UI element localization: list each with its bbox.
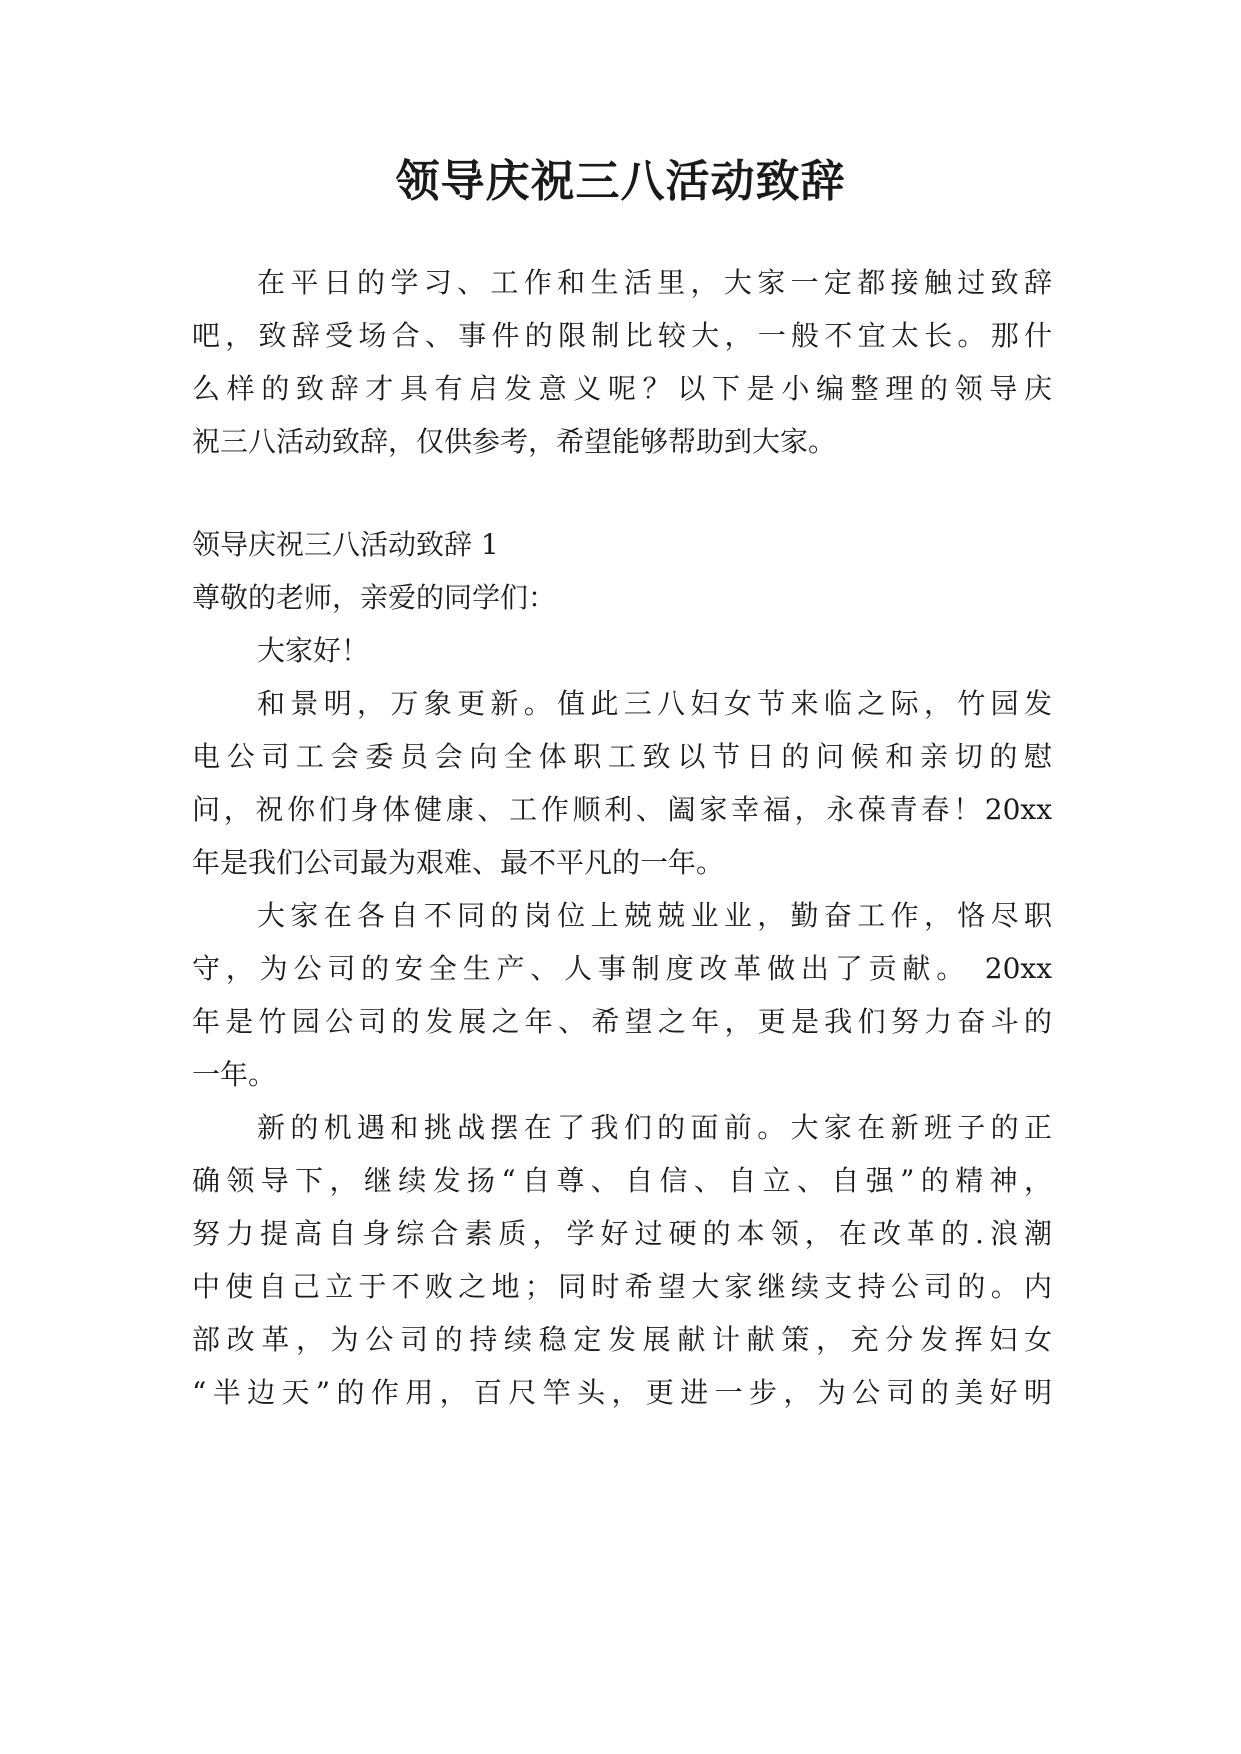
paragraph-line: 努力提高自身综合素质，学好过硬的本领，在改革的.浪潮 <box>192 1217 1052 1250</box>
paragraph-line: 电公司工会委员会向全体职工致以节日的问候和亲切的慰 <box>192 740 1052 773</box>
intro-line: 祝三八活动致辞，仅供参考，希望能够帮助到大家。 <box>192 425 837 458</box>
paragraph-line: 新的机遇和挑战摆在了我们的面前。大家在新班子的正 <box>257 1111 1052 1144</box>
paragraph-line: 确领导下，继续发扬“自尊、自信、自立、自强”的精神， <box>192 1164 1052 1197</box>
intro-line: 吧，致辞受场合、事件的限制比较大，一般不宜太长。那什 <box>192 319 1052 352</box>
paragraph-line: 守，为公司的安全生产、人事制度改革做出了贡献。 20xx <box>192 952 1052 985</box>
greeting: 大家好！ <box>257 634 370 667</box>
document-title: 领导庆祝三八活动致辞 <box>395 156 846 207</box>
intro-line: 么样的致辞才具有启发意义呢？以下是小编整理的领导庆 <box>192 372 1052 405</box>
section-heading: 领导庆祝三八活动致辞 1 <box>192 528 499 561</box>
paragraph-line: 大家在各自不同的岗位上兢兢业业，勤奋工作，恪尽职 <box>257 899 1052 932</box>
paragraph-line: 和景明，万象更新。值此三八妇女节来临之际，竹园发 <box>257 687 1052 720</box>
paragraph-line: “半边天”的作用，百尺竿头，更进一步，为公司的美好明 <box>192 1376 1052 1409</box>
paragraph-line: 部改革，为公司的持续稳定发展献计献策，充分发挥妇女 <box>192 1323 1052 1356</box>
paragraph-line: 年是竹园公司的发展之年、希望之年，更是我们努力奋斗的 <box>192 1005 1052 1038</box>
salutation: 尊敬的老师，亲爱的同学们： <box>192 581 557 614</box>
paragraph-line: 问，祝你们身体健康、工作顺利、阖家幸福，永葆青春！20xx <box>192 793 1052 826</box>
paragraph-line: 一年。 <box>192 1058 277 1091</box>
intro-line: 在平日的学习、工作和生活里，大家一定都接触过致辞 <box>257 266 1052 299</box>
paragraph-line: 中使自己立于不败之地；同时希望大家继续支持公司的。内 <box>192 1270 1052 1303</box>
paragraph-line: 年是我们公司最为艰难、最不平凡的一年。 <box>192 846 725 879</box>
